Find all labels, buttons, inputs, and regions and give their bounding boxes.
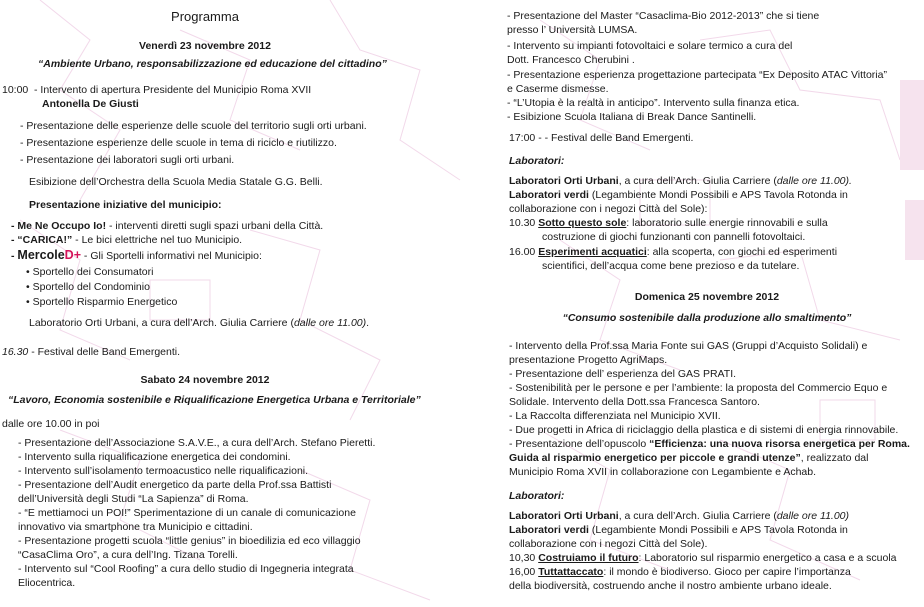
cont-item: - Esibizione Scuola Italiana di Break Dance Santinelli. [507, 111, 757, 123]
orchestra-text: Esibizione dell’Orchestra della Scuola Media Statale G.G. Belli. [29, 176, 323, 188]
day2-festival: 17:00 - - Festival delle Band Emergenti. [509, 132, 694, 144]
labs2-orti: Laboratori Orti Urbani, a cura dell’Arch. Giulia Carriere (dalle ore 11.00) [509, 510, 850, 522]
mercoledi-name: Mercole [17, 248, 65, 262]
day2-item: - Intervento sulla riqualificazione energetica dei condomini. [18, 451, 291, 463]
day2-item: dell’Università degli Studi “La Sapienza” di Roma. [18, 493, 249, 505]
labs1-sole: 10.30 Sotto questo sole: laboratorio sulle energie rinnovabili e sulla [509, 217, 828, 229]
mercoledi-text: - Gli Sportelli informativi nel Municipio: [81, 250, 262, 262]
labs1-verdi-line2: collaborazione con i negozi Città del Sole): [509, 203, 708, 215]
meneoccupo-line [11, 220, 323, 234]
day2-item: - Intervento sul “Cool Roofing” a cura dello studio di Ingegneria integrata [18, 563, 354, 575]
labs1-verdi: Laboratori verdi (Legambiente Mondi Possibili e APS Tavola Rotonda in [509, 189, 848, 201]
labs2-futuro: 10,30 Costruiamo il futuro: Laboratorio sul risparmio energetico a casa e a scuola [509, 552, 897, 564]
day3-item: - La Raccolta differenziata nel Municipio XVII. [509, 410, 721, 422]
labs1-orti: Laboratori Orti Urbani, a cura dell’Arch. Giulia Carriere (dalle ore 11.00). [509, 175, 852, 187]
labs1-heading: Laboratori: [509, 155, 565, 167]
day2-theme: “Lavoro, Economia sostenibile e Riqualificazione Energetica Urbana e Territoriale” [8, 394, 421, 406]
day2-item: innovativo via smartphone tra Municipio e cittadini. [18, 521, 253, 533]
day3-item: - Due progetti in Africa di riciclaggio della plastica e di sistemi di energia rinnovabile. [509, 424, 899, 436]
meneoccupo-text: - interventi diretti sugli spazi urbani della Città. [106, 220, 324, 232]
day3-item: Solidale. Intervento della Dott.ssa Francesca Santoro. [509, 396, 760, 408]
day1-theme: “Ambiente Urbano, responsabilizzazione ed educazione del cittadino” [38, 58, 387, 70]
carica-text: - Le bici elettriche nel tuo Municipio. [72, 234, 243, 246]
carica-name: - “CARICA!” [11, 234, 73, 246]
sportello-item: • Sportello dei Consumatori [26, 266, 154, 278]
cont-item: presso l’ Università LUMSA. [507, 24, 638, 36]
day3-opuscolo: - Presentazione dell’opuscolo “Efficienza: una nuova risorsa energetica per Roma. [509, 438, 910, 450]
day2-date: Sabato 24 novembre 2012 [140, 374, 270, 386]
labs1-sole-line2: costruzione di giochi funzionanti con pannelli fotovoltaici. [542, 231, 806, 243]
mercoledi-dash: - [11, 250, 18, 262]
day1-item: - Presentazione dei laboratori sugli orti urbani. [20, 154, 235, 166]
cont-item: - “L’Utopia è la realtà in anticipo”. Intervento sulla finanza etica. [507, 97, 800, 109]
initiatives-title: Presentazione iniziative del municipio: [29, 199, 222, 211]
day3-item: presentazione Progetto AgriMaps. [509, 354, 668, 366]
day2-item: Eliocentrica. [18, 577, 76, 589]
labs1-acquatici-line2: scientifici, dell’acqua come bene prezioso e da tutelare. [542, 260, 800, 272]
day3-item: - Intervento della Prof.ssa Maria Fonte sui GAS (Gruppi d’Acquisto Solidali) e [509, 340, 868, 352]
labs1-acquatici: 16.00 Esperimenti acquatici: alla scoperta, con giochi ed esperimenti [509, 246, 838, 258]
day2-item: - Presentazione progetti scuola “little genius” in bioedilizia ed eco villaggio [18, 535, 361, 547]
day1-item: - Presentazione delle esperienze delle scuole del territorio sugli orti urbani. [20, 120, 367, 132]
meneoccupo-name: - Me Ne Occupo Io! [11, 220, 107, 232]
day1-item: - Presentazione esperienze delle scuole in tema di riciclo e riutilizzo. [20, 137, 337, 149]
bullet-icon: • [26, 296, 30, 308]
day2-item: “CasaClima Oro”, a cura dell’Ing. Tizana Torelli. [18, 549, 238, 561]
mercoledi-logo-mark: D+ [64, 248, 81, 262]
day3-theme: “Consumo sostenibile dalla produzione allo smaltimento” [562, 312, 852, 324]
bullet-icon: • [26, 266, 30, 278]
sportello-item: • Sportello Risparmio Energetico [26, 296, 178, 308]
day2-start: dalle ore 10.00 in poi [2, 418, 100, 430]
day1-date: Venerdì 23 novembre 2012 [139, 40, 271, 52]
day3-item: - Presentazione dell’ esperienza del GAS PRATI. [509, 368, 737, 380]
cont-item: e Caserme dismesse. [507, 83, 609, 95]
day1-festival: 16.30 - Festival delle Band Emergenti. [2, 346, 181, 358]
mercoledi-line [11, 249, 262, 264]
day1-lab-line: Laboratorio Orti Urbani, a cura dell’Arch. Giulia Carriere (dalle ore 11.00). [29, 317, 370, 329]
day2-item: - “E mettiamoci un POI!” Sperimentazione di un canale di comunicazione [18, 507, 356, 519]
sportello-item: • Sportello del Condominio [26, 281, 150, 293]
day3-date: Domenica 25 novembre 2012 [634, 291, 780, 303]
cont-item: - Presentazione del Master “Casaclima-Bio 2012-2013” che si tiene [507, 10, 820, 22]
cont-item: Dott. Francesco Cherubini . [507, 54, 635, 66]
day2-item: - Presentazione dell’Associazione S.A.V.E., a cura dell’Arch. Stefano Pieretti. [18, 437, 376, 449]
labs2-tuttattaccato: 16,00 Tuttattaccato: il mondo è biodiverso. Gioco per capire l’importanza [509, 566, 851, 578]
day3-opuscolo-line2: Guida al risparmio energetico per piccole e grandi utenze”, realizzato dal [509, 452, 869, 464]
day1-opening: - Intervento di apertura Presidente del Municipio Roma XVII [34, 84, 312, 96]
bullet-icon: • [26, 281, 30, 293]
carica-line [11, 234, 242, 248]
labs2-verdi-line2: collaborazione con i negozi Città del Sole). [509, 538, 708, 550]
labs2-tuttattaccato-line2: della biodiversità, costruendo anche il nostro ambiente urbano ideale. [509, 580, 832, 592]
cont-item: - Intervento su impianti fotovoltaici e solare termico a cura del [507, 40, 793, 52]
day2-item: - Presentazione dell’Audit energetico da parte della Prof.ssa Battisti [18, 479, 332, 491]
day2-item: - Intervento sull’isolamento termoacustico nelle riqualificazioni. [18, 465, 309, 477]
day3-opuscolo-line3: Municipio Roma XVII in collaborazione con Legambiente e Achab. [509, 466, 817, 478]
page-title: Programma [171, 9, 239, 24]
cont-item: - Presentazione esperienza progettazione partecipata “Ex Deposito ATAC Vittoria” [507, 69, 887, 81]
day1-opening-name: Antonella De Giusti [42, 98, 139, 110]
labs2-verdi: Laboratori verdi (Legambiente Mondi Possibili e APS Tavola Rotonda in [509, 524, 848, 536]
day3-item: - Sostenibilità per le persone e per l’ambiente: la proposta del Commercio Equo e [509, 382, 888, 394]
labs2-heading: Laboratori: [509, 490, 565, 502]
day1-time: 10:00 [2, 84, 29, 96]
